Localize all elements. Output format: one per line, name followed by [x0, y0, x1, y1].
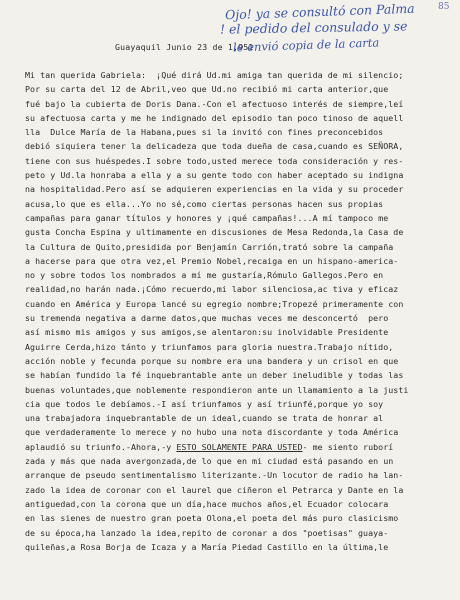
letter-line: se habían fundido la fé inquebrantable ante un deber ineludible y todas las — [25, 370, 404, 381]
letter-body — [25, 68, 450, 554]
letter-line: Aguirre Cerda,hizo tánto y triunfamos para gloria nuestra.Trabajo nítido, — [25, 341, 394, 352]
letter-line: que verdaderamente lo merece y no hubo una nota discordante y toda América — [25, 427, 399, 438]
page-number: 85 — [438, 2, 450, 12]
letter-line: su afectuosa carta y me he indignado del episodio tan poco tinoso de aquell — [25, 112, 404, 123]
letter-line: una trabajadora inquebrantable de un ideal,cuando se trata de honrar al — [25, 413, 384, 424]
letter-line: Por su carta del 12 de Abril,veo que Ud.no recibió mi carta anterior,que — [25, 84, 389, 95]
letter-line: quileñas,a Rosa Borja de Icaza y a María Piedad Castillo en la última,le — [25, 541, 389, 552]
letter-line: a hacerse para que otra vez,el Premio Nobel,recaiga en un hispano-america- — [25, 255, 399, 266]
underlined-phrase: ESTO SOLAMENTE PARA USTED — [176, 441, 303, 452]
letter-line: de su época,ha lanzado la idea,repito de coronar a dos "poetisas" guaya- — [25, 527, 389, 538]
letter-line: gusta Concha Espina y ultimamente en discusiones de Mesa Redonda,la Casa de — [25, 227, 404, 238]
letter-line: la Cultura de Quito,presidida por Benjamín Carrión,trató sobre la campaña — [25, 241, 394, 252]
letter-line: antiguedad,con la corona que un día,hace muchos años,el Ecuador colocara — [25, 498, 389, 509]
letter-line: así mismo mis amigos y sus amigos,se alentaron:su inolvidable Presidente — [25, 327, 389, 338]
handwritten-line-3: le envió copia de la carta — [232, 35, 380, 55]
letter-line: cia que todos le debíamos.-I así triunfamos y así triunfé,porque yo soy — [25, 398, 384, 409]
letter-line: na hospitalidad.Pero así se adquieren experiencias en la vida y su proceder — [25, 184, 404, 195]
letter-line: realidad,no harán nada.¡Cómo recuerdo,mi labor silenciosa,ac tiva y eficaz — [25, 284, 399, 295]
letter-line: acción noble y fecunda porque su nombre era una bandera y un crisol en que — [25, 355, 399, 366]
letter-salutation-line: Mi tan querida Gabriela: ¡Qué dirá Ud.mi amiga tan querida de mi silencio; — [25, 70, 404, 80]
letter-line: arranque de pseudo sentimentalismo literizante.-Un locutor de radio ha lan- — [25, 470, 404, 481]
letter-line: fué bajo la cubierta de Doris Dana.-Con el afectuoso interés de siempre,leí — [25, 98, 404, 109]
handwritten-line-1: Ojo! ya se consultó con Palma — [224, 0, 415, 23]
letter-line: zada y más que nada avergonzada,de lo que en mi ciudad está pasando en un — [25, 456, 394, 467]
letter-line: en las sienes de nuestro gran poeta Olona,el poeta del más puro clasicismo — [25, 513, 399, 524]
letter-line: peto y Ud.la honraba a ella y a su gente todo con haber aceptado su indigna — [25, 170, 404, 181]
letter-line: buenas voluntades,que noblemente respondieron ante un llamamiento a la justi — [25, 384, 409, 395]
letter-line: acusa,lo que es ella...Yo no sé,como ciertas personas hacen sus propias — [25, 198, 384, 209]
letter-line: no y sobre todos los nombrados a mí me gustaría,Rómulo Gallegos.Pero en — [25, 270, 384, 281]
letter-line: debió siquiera tener la delicadeza que toda dueña de casa,cuando es SEÑORA, — [25, 141, 404, 152]
letter-line: lla Dulce María de la Habana,pues si la invitó con fines preconcebidos — [25, 127, 384, 138]
letter-line: zado la idea de coronar con el laurel que ciñeron el Petrarca y Dante en la — [25, 484, 404, 495]
handwritten-line-2: ! el pedido del consulado y se — [219, 18, 408, 37]
letter-line: su tremenda negativa a darme datos,que muchas veces me desconcertó pero — [25, 313, 389, 324]
archive-stamp — [297, 548, 438, 587]
letter-line: tiene con sus huéspedes.I sobre todo,usted merece toda consideración y res- — [25, 155, 404, 166]
letter-line: cuando en América y Europa lancé su egregio nombre;Tropezé primeramente con — [25, 298, 404, 309]
letter-line: aplaudió su triunfo.-Ahora,-y ESTO SOLAMENTE PARA USTED- me siento ruborí — [25, 441, 394, 452]
letter-line: campañas para ganar títulos y honores y ¡qué campañas!...A mí tampoco me — [25, 212, 389, 223]
letter-dateline: Guayaquil Junio 23 de 1,951 — [115, 42, 254, 52]
